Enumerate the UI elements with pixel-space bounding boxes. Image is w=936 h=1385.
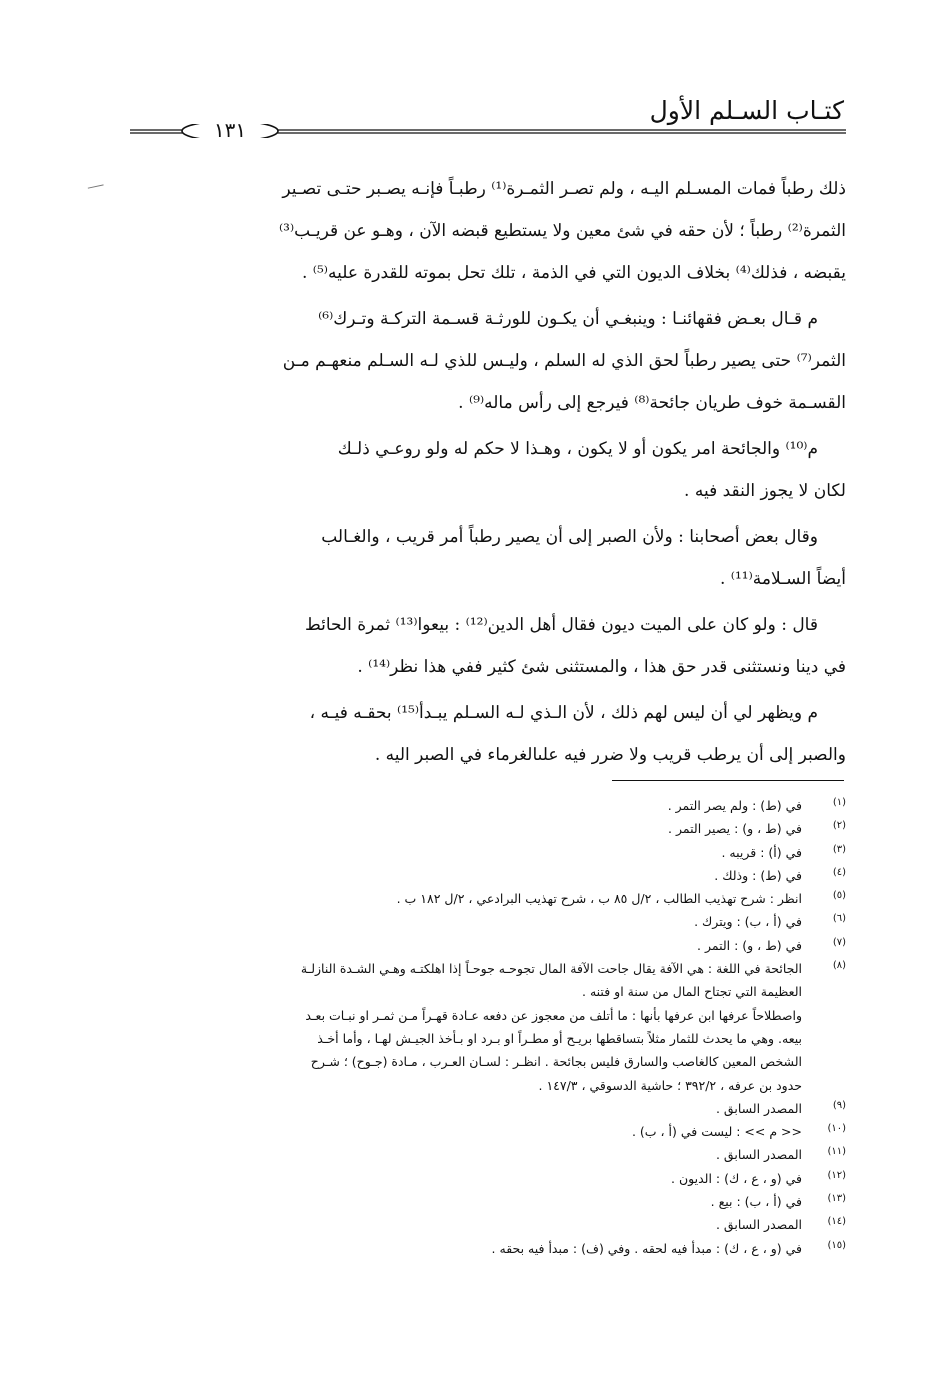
footnote: (٧) في (ط ، و) : التمر . (130, 934, 846, 957)
page-number: ١٣١ (213, 118, 247, 142)
footnote: (٣) في (أ) : قريبه . (130, 841, 846, 864)
footnote-number: (١٢) (827, 1169, 846, 1181)
footnote-number: (٨) (832, 960, 846, 972)
footnote: (١٤) المصدر السابق . (130, 1213, 846, 1236)
footnote: (١٥) في (و ، ع ، ك) : مبدأ فيه لحقه . وفي (ف) : مبدأ فيه بحقه . (130, 1237, 846, 1260)
footnote-number: (٥) (832, 890, 846, 902)
book-title: كتـاب السـلم الأول (649, 96, 844, 125)
paragraph: وقال بعض أصحابنا : ولأن الصبر إلى أن يصير رطباً أمر قريب ، والغـالب أيضاً السـلامة⁽¹¹⁾ . (321, 527, 846, 589)
footnote-number: (١٥) (827, 1239, 846, 1251)
footnote-number: (٧) (832, 936, 846, 948)
footnotes (130, 794, 846, 1260)
footnote: (٤) في (ط) : وذلك . (130, 864, 846, 887)
footnote: (٥) انظر : شرح تهذيب الطالب ، ٢/ل ٨٥ ب ، شرح تهذيب البرادعي ، ٢/ل ١٨٢ ب . (130, 887, 846, 910)
paragraph: م ويظهر لي أن ليس لهم ذلك ، لأن الـذي لـه السـلم يبـدأ⁽¹⁵⁾ بحقـه فيـه ، والصبر إلى أن يرطب قريب ولا ضرر فيه علىالغرماء في الصبر اليه . (309, 703, 846, 765)
paragraph: م قـال بعـض فقهائنـا : وينبغـي أن يكـون للورثـة قسـمة التركـة وتـرك⁽⁶⁾ الثمر⁽⁷⁾ حتى يصير رطباً لحق الذي له السلم ، وليـس للذي لـه السـلم منعهـم مـن القسـمة خوف طريان جائحة⁽⁸⁾ فيرجع إلى رأس ماله⁽⁹⁾ . (282, 309, 846, 413)
footnote-number: (٩) (832, 1099, 846, 1111)
footnote-number: (١١) (827, 1146, 846, 1158)
footnote-number: (١) (832, 797, 846, 808)
footnote: (٨) الجائحة في اللغة : هي الآفة يقال جاحت الآفة المال تجوحـه جوحـاً إذا اهلكتـه وهـي الشـدة النازلـة العظيمة التي تجتاح المال من سنة او فتنه . واصطلاحاً عرفها ابن عرفها بأنها : ما أتلف من معجوز عن دفعه عـادة قهـراً مـن ثمـر او نبـات بعـد بيعه. وهي ما يحدث للثمار مثلاً بتساقطها بريـح أو مطـراً او بـرد او بـأخذ الجيـش لهـا ، وأما أخـذ الشخص المعين كالغاصب والسارق فليس بجائحة . انظـر : لسـان العـرب ، مـادة (جـوح) ؛ شـرح حدود بن عرفه ، ٣٩٢/٢ ؛ حاشية الدسوقي ، ١٤٧/٣ . (130, 957, 846, 1097)
footnote-number: (٦) (832, 913, 846, 925)
footnote-number: (٣) (832, 843, 846, 855)
footnote: (٩) المصدر السابق . (130, 1097, 846, 1120)
footnote-number: (١٤) (827, 1216, 846, 1228)
paragraph: قال : ولو كان على الميت ديون فقال أهل الدين⁽¹²⁾ : بيعوا⁽¹³⁾ ثمرة الحائط في دينا ونستثنى قدر حق هذا ، والمستثنى شئ كثير ففي هذا نظر⁽¹⁴⁾ . (304, 615, 846, 677)
footnote: (٦) في (أ ، ب) : ويترك . (130, 910, 846, 933)
footnote: (١) في (ط) : ولم يصر التمر . (130, 794, 846, 817)
footnote: (١٠) << م >> : ليست في (أ ، ب) . (130, 1120, 846, 1143)
footnote-separator (612, 780, 844, 781)
footnote: (١١) المصدر السابق . (130, 1143, 846, 1166)
footnote-number: (٢) (832, 820, 846, 832)
footnote: (٢) في (ط ، و) : يصير التمر . (130, 817, 846, 840)
margin-mark (88, 184, 104, 191)
paragraph: ذلك رطباً فمات المسـلم اليـه ، ولم تصـر الثمـرة⁽¹⁾ رطبـاً فإنـه يصـبر حتـى تصـير الثمرة⁽²⁾ رطباً ؛ لأن حقه في شئ معين ولا يستطيع قبضه الآن ، وهـو عن قريـب⁽³⁾ يقبضه ، فذلك⁽⁴⁾ بخلاف الديون التي في الذمة ، تلك تحل بموته للقدرة عليه⁽⁵⁾ . (278, 179, 846, 283)
footnote-number: (١٠) (827, 1123, 846, 1135)
main-text (130, 168, 846, 780)
footnote-number: (١٣) (827, 1193, 846, 1205)
paragraph: م⁽¹⁰⁾ والجائحة امر يكون أو لا يكون ، وهـذا لا حكم له ولو روعـي ذلـك لكان لا يجوز النقد فيه . (337, 439, 846, 501)
footnote-number: (٤) (832, 866, 846, 878)
footnote: (١٣) في (أ ، ب) : بيع . (130, 1190, 846, 1213)
footnote: (١٢) في (و ، ع ، ك) : الديون . (130, 1167, 846, 1190)
